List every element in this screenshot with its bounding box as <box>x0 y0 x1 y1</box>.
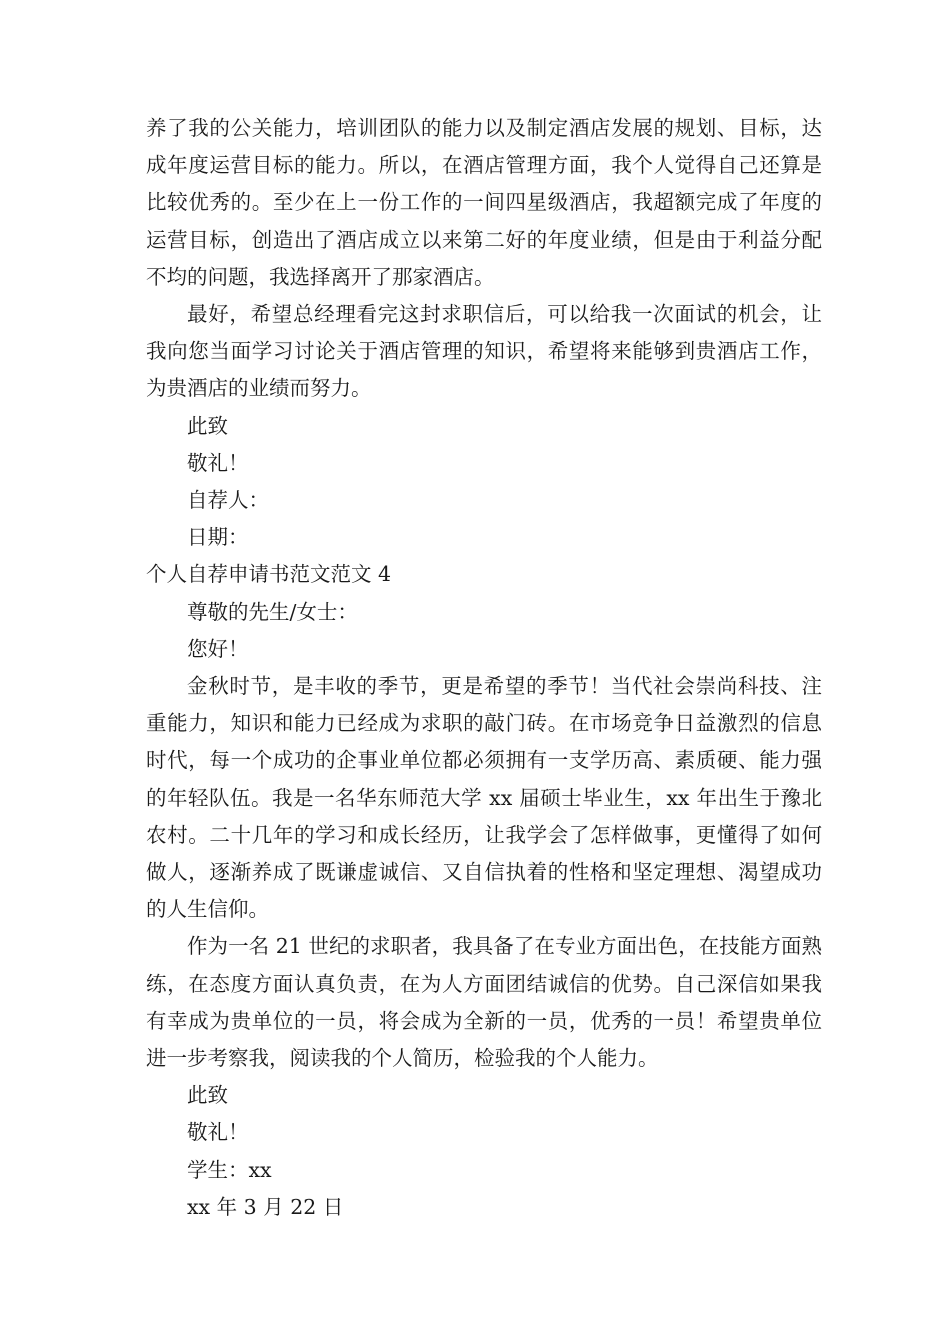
signature-date-2: xx 年 3 月 22 日 <box>187 1194 344 1219</box>
signature-date: 日期： <box>187 525 249 550</box>
greeting-address: 尊敬的先生/女士： <box>187 599 358 624</box>
closing-regards-2: 敬礼！ <box>187 1120 249 1145</box>
closing-salutation-2: 此致 <box>187 1083 228 1108</box>
closing-regards: 敬礼！ <box>187 450 249 475</box>
section-heading: 个人自荐申请书范文范文 4 <box>146 562 392 587</box>
paragraph-introduction: 金秋时节，是丰收的季节，更是希望的季节！当代社会崇尚科技、注重能力，知识和能力已经成为求职的敲门砖。在市场竞争日益激烈的信息时代，每一个成功的企事业单位都必须拥有一支学历高、素质硬、能力强的年轻队伍。我是一名华东师范大学 xx 届硕士毕业生，xx 年出生于豫北农村。二十几年的学习和成长经历，让我学会了怎样做事，更懂得了如何做人，逐渐养成了既谦虚诚信、又自信执着的性格和坚定理想、渴望成功的人生信仰。 <box>146 674 822 922</box>
signature-student: 学生：xx <box>187 1157 272 1182</box>
document-page <box>146 110 822 1226</box>
paragraph-hotel-experience: 养了我的公关能力，培训团队的能力以及制定酒店发展的规划、目标，达成年度运营目标的能力。所以，在酒店管理方面，我个人觉得自己还算是比较优秀的。至少在上一份工作的一间四星级酒店，我超额完成了年度的运营目标，创造出了酒店成立以来第二好的年度业绩，但是由于利益分配不均的问题，我选择离开了那家酒店。 <box>146 116 822 289</box>
paragraph-strengths: 作为一名 21 世纪的求职者，我具备了在专业方面出色，在技能方面熟练，在态度方面认真负责，在为人方面团结诚信的优势。自己深信如果我有幸成为贵单位的一员，将会成为全新的一员，优秀的一员！希望贵单位进一步考察我，阅读我的个人简历，检验我的个人能力。 <box>146 934 822 1071</box>
paragraph-interview-request: 最好，希望总经理看完这封求职信后，可以给我一次面试的机会，让我向您当面学习讨论关于酒店管理的知识，希望将来能够到贵酒店工作，为贵酒店的业绩而努力。 <box>146 302 822 401</box>
closing-salutation: 此致 <box>187 413 228 438</box>
signature-recommender: 自荐人： <box>187 488 269 513</box>
greeting-hello: 您好！ <box>187 636 249 661</box>
